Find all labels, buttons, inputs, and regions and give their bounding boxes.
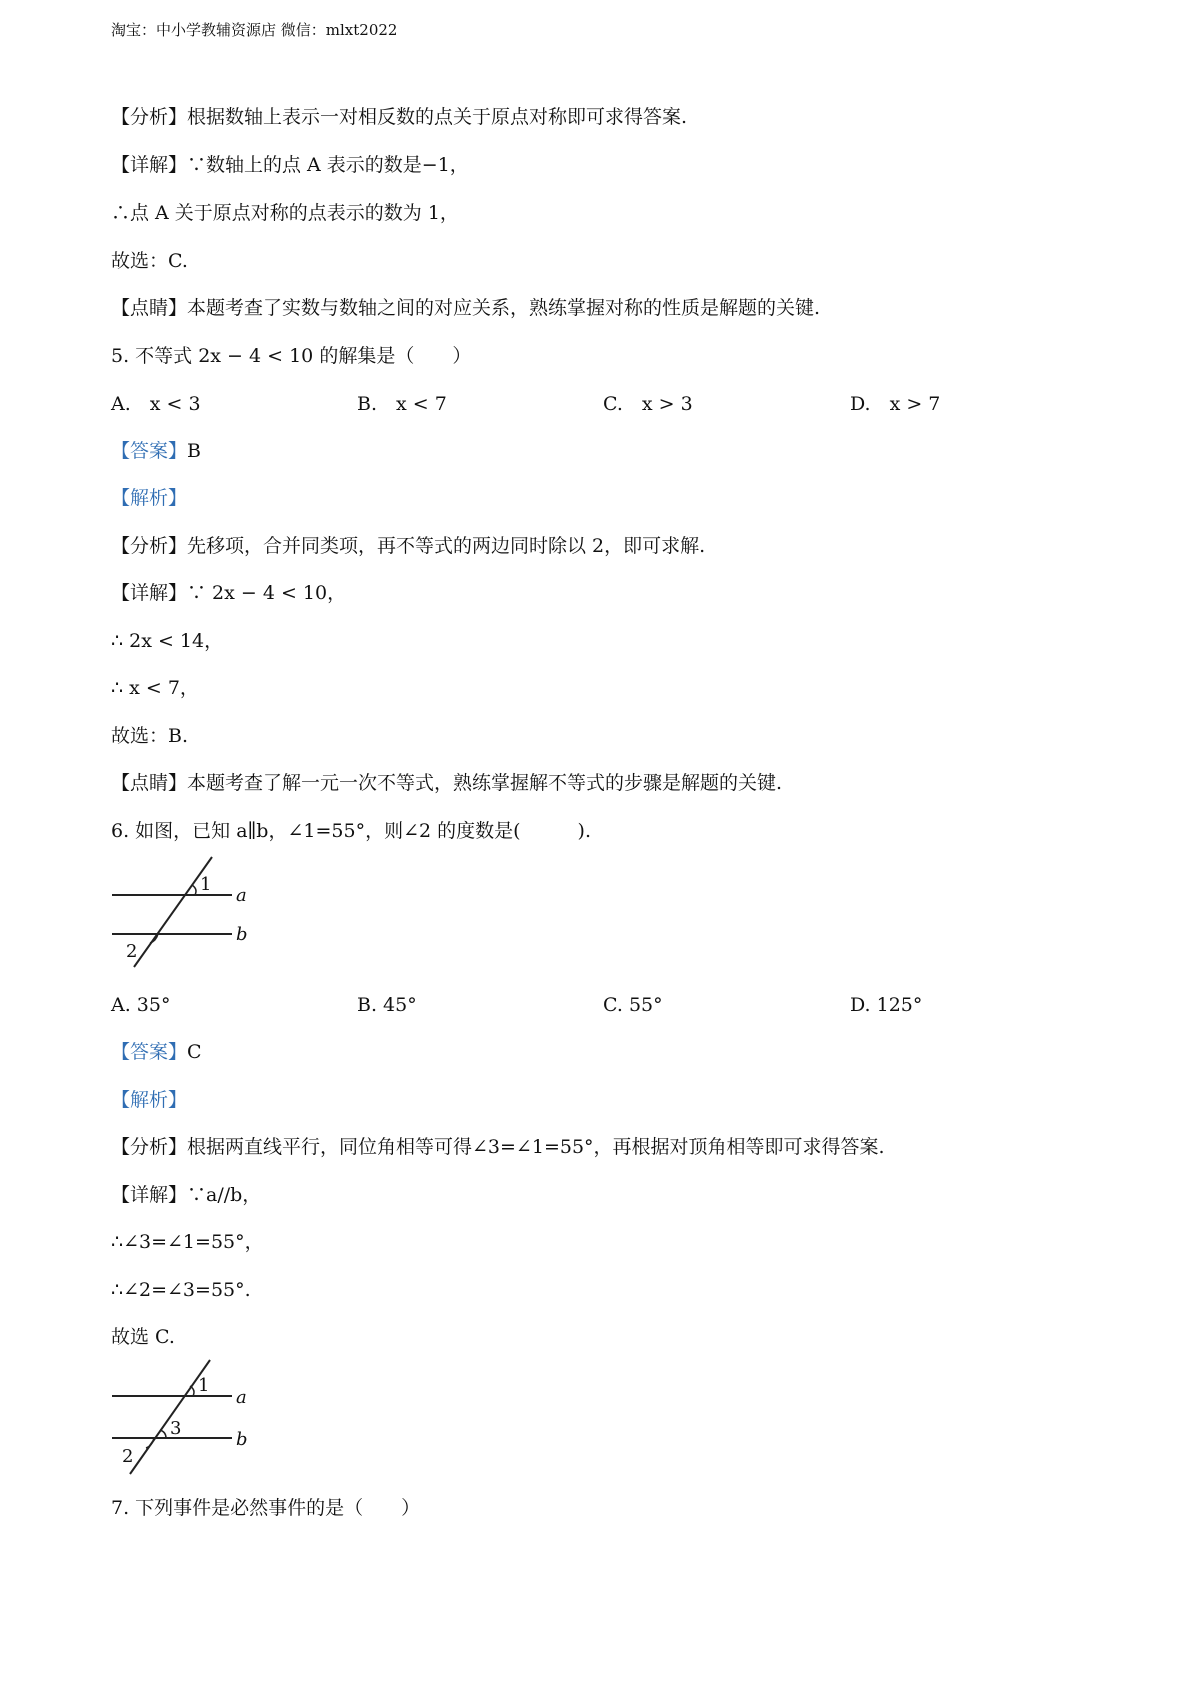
q5-answer-tag: 【答案】 [111, 440, 188, 462]
q5-answer-value: B [187, 440, 201, 462]
q5-detail-3: ∴ x < 7， [111, 677, 199, 699]
q4-analysis: 【分析】根据数轴上表示一对相反数的点关于原点对称即可求得答案. [111, 106, 688, 128]
q6-option-c: C. 55° [603, 994, 663, 1016]
q4-choice: 故选：C. [111, 250, 188, 272]
q5-analysis: 【分析】先移项，合并同类项，再不等式的两边同时除以 2，即可求解. [111, 535, 706, 557]
q6-answer-tag: 【答案】 [111, 1041, 188, 1063]
page-header: 淘宝：中小学教辅资源店 微信：mlxt2022 [111, 21, 398, 39]
line-b-label: b [236, 1429, 248, 1450]
q5-choice: 故选：B. [111, 725, 189, 747]
q6-detail-3: ∴∠2=∠3=55°. [111, 1279, 251, 1301]
q5-option-c: C. x > 3 [603, 393, 693, 415]
q4-detail-2: ∴点 A 关于原点对称的点表示的数为 1， [111, 202, 459, 224]
q6-answer [111, 1039, 202, 1065]
q5-comment: 【点睛】本题考查了解一元一次不等式，熟练掌握解不等式的步骤是解题的关键. [111, 772, 783, 794]
q6-solution-figure [108, 1358, 258, 1478]
q5-answer [111, 438, 201, 464]
q5-stem: 5. 不等式 2x − 4 < 10 的解集是（ ） [111, 345, 472, 367]
q7-stem: 7. 下列事件是必然事件的是（ ） [111, 1497, 421, 1519]
q6-stem: 6. 如图，已知 a∥b，∠1=55°，则∠2 的度数是( ). [111, 820, 591, 842]
angle-1-label: 1 [200, 874, 212, 895]
q5-option-b: B. x < 7 [357, 393, 447, 415]
q6-answer-value: C [187, 1041, 202, 1063]
q6-detail-2: ∴∠3=∠1=55°， [111, 1231, 264, 1253]
q5-option-d: D. x > 7 [850, 393, 941, 415]
angle-2-arc [146, 1438, 154, 1448]
q6-parallel-lines-figure [108, 855, 258, 971]
line-b-label: b [236, 924, 248, 945]
q6-analysis: 【分析】根据两直线平行，同位角相等可得∠3=∠1=55°，再根据对顶角相等即可求得答案. [111, 1136, 885, 1158]
q5-detail-2: ∴ 2x < 14， [111, 630, 224, 652]
line-a-label: a [236, 1387, 247, 1408]
q5-detail-1: 【详解】∵ 2x − 4 < 10， [111, 582, 347, 604]
q4-comment: 【点睛】本题考查了实数与数轴之间的对应关系，熟练掌握对称的性质是解题的关键. [111, 297, 821, 319]
q6-option-a: A. 35° [111, 994, 171, 1016]
q6-choice: 故选 C. [111, 1326, 175, 1348]
angle-2-label: 2 [126, 941, 138, 962]
q6-jiexi-tag: 【解析】 [111, 1089, 188, 1111]
angle-1-arc [192, 885, 196, 895]
angle-2-label: 2 [122, 1446, 134, 1467]
q4-detail-1: 【详解】∵数轴上的点 A 表示的数是−1， [111, 154, 469, 176]
q6-option-b: B. 45° [357, 994, 417, 1016]
q5-option-a: A. x < 3 [111, 393, 201, 415]
q5-jiexi-tag: 【解析】 [111, 487, 188, 509]
q6-option-d: D. 125° [850, 994, 923, 1016]
q6-detail-1: 【详解】∵a//b， [111, 1184, 262, 1206]
line-a-label: a [236, 885, 247, 906]
angle-1-label: 1 [198, 1375, 210, 1396]
angle-3-label: 3 [170, 1418, 182, 1439]
